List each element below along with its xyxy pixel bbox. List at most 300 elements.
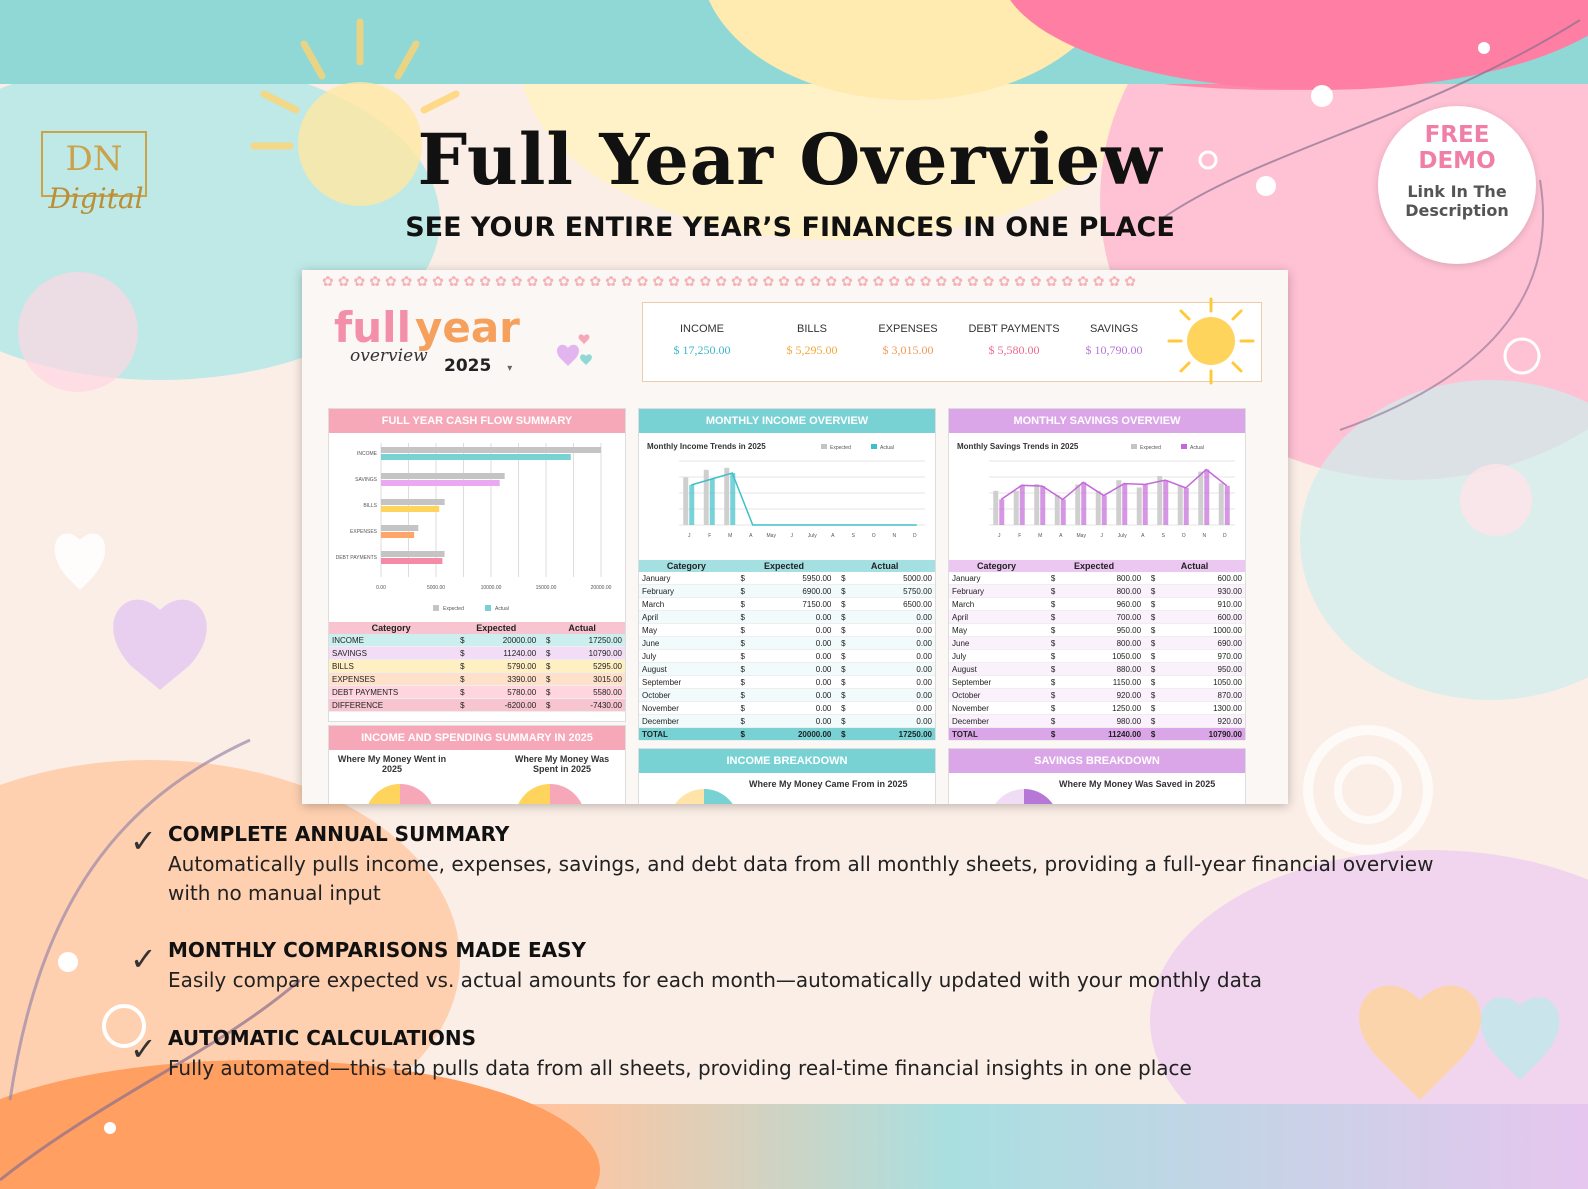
bar-actual	[1122, 484, 1127, 525]
table-cell: $	[1144, 676, 1162, 689]
table-cell: $	[1044, 676, 1062, 689]
check-icon: ✓	[130, 1031, 157, 1067]
bar-expected	[1219, 483, 1224, 525]
bar-actual	[730, 473, 735, 525]
table-cell: 20000.00	[752, 728, 835, 741]
table-cell: January	[639, 572, 734, 585]
table-cell: $	[1144, 663, 1162, 676]
sun-icon	[1163, 293, 1259, 389]
table-cell: August	[949, 663, 1044, 676]
table-cell: 690.00	[1162, 637, 1245, 650]
table-cell: 1250.00	[1062, 702, 1144, 715]
table-cell: $	[453, 673, 471, 686]
table-cell: December	[639, 715, 734, 728]
table-cell: $	[834, 663, 852, 676]
table-cell: July	[639, 650, 734, 663]
kpi-label: SAVINGS	[1089, 323, 1139, 335]
table-cell: $	[1044, 624, 1062, 637]
brand-word-full: full	[334, 303, 411, 352]
table-row	[949, 611, 1245, 624]
table-row	[329, 699, 625, 712]
column-header: Actual	[568, 623, 596, 633]
sheet-brand-title	[334, 303, 520, 352]
table-cell: 0.00	[852, 689, 935, 702]
column-header: Category	[371, 623, 411, 633]
table-cell: 950.00	[1062, 624, 1144, 637]
bar-actual	[381, 454, 571, 460]
table-cell: March	[639, 598, 734, 611]
legend-swatch-actual	[871, 444, 877, 449]
table-cell: $	[734, 663, 752, 676]
table-cell: 930.00	[1162, 585, 1245, 598]
table-row	[949, 676, 1245, 689]
table-row	[329, 647, 625, 660]
bar-actual	[381, 480, 500, 486]
table-cell: DIFFERENCE	[329, 699, 453, 712]
table-cell: 6900.00	[752, 585, 835, 598]
bar-actual	[1081, 482, 1086, 525]
x-tick-label: N	[1202, 533, 1207, 539]
feature-annual-summary	[168, 822, 1468, 908]
table-cell: -6200.00	[471, 699, 539, 712]
kpi-expenses	[853, 323, 963, 358]
x-tick-label: N	[892, 533, 897, 539]
table-cell: 0.00	[752, 689, 835, 702]
y-tick-label: EXPENSES	[350, 529, 377, 535]
table-cell: $	[1144, 689, 1162, 702]
table-cell: 0.00	[852, 624, 935, 637]
savings-pie-chart	[989, 789, 1059, 804]
panel-header: INCOME AND SPENDING SUMMARY IN 2025	[329, 726, 625, 750]
table-cell: 1300.00	[1162, 702, 1245, 715]
table-row	[639, 624, 935, 637]
table-cell: $	[539, 660, 557, 673]
table-cell: 970.00	[1162, 650, 1245, 663]
chevron-down-icon: ▾	[507, 363, 513, 374]
x-tick-label: M	[1038, 533, 1043, 539]
x-tick-label: 10000.00	[480, 585, 502, 591]
legend-swatch-expected	[433, 605, 439, 611]
x-tick-label: A	[1059, 533, 1063, 539]
column-header: Expected	[1074, 561, 1115, 571]
demo-line-free: FREE	[1424, 122, 1490, 148]
table-cell: October	[949, 689, 1044, 702]
feature-text: Easily compare expected vs. actual amounts for each month—automatically updated with your monthly data	[168, 968, 1262, 992]
panel-header: FULL YEAR CASH FLOW SUMMARY	[329, 409, 625, 433]
x-tick-label: J	[688, 533, 691, 539]
table-cell: $	[834, 585, 852, 598]
table-cell: BILLS	[329, 660, 453, 673]
table-row	[949, 689, 1245, 702]
bar-actual	[1225, 486, 1230, 525]
logo-script: Digital	[48, 182, 144, 215]
kpi-label: DEBT PAYMENTS	[968, 323, 1060, 335]
table-cell: 1050.00	[1062, 650, 1144, 663]
table-cell: 0.00	[852, 663, 935, 676]
brand-word-year: year	[414, 303, 520, 352]
table-cell: INCOME	[329, 634, 453, 647]
table-cell: 0.00	[752, 611, 835, 624]
table-cell: DEBT PAYMENTS	[329, 686, 453, 699]
table-cell: $	[453, 647, 471, 660]
legend-expected: Expected	[443, 606, 464, 612]
table-cell: 980.00	[1062, 715, 1144, 728]
table-cell: $	[734, 624, 752, 637]
x-tick-label: A	[749, 533, 753, 539]
table-cell: $	[1044, 702, 1062, 715]
table-cell: -7430.00	[557, 699, 625, 712]
column-header: Expected	[476, 623, 517, 633]
x-tick-label: F	[708, 533, 712, 539]
bar-actual	[1163, 480, 1168, 525]
bar-actual	[1102, 496, 1107, 525]
bar-actual	[1061, 499, 1066, 525]
income-trend-chart	[639, 433, 935, 555]
table-row	[639, 637, 935, 650]
table-cell: $	[1144, 702, 1162, 715]
legend-swatch-expected	[1131, 444, 1137, 449]
table-row	[639, 572, 935, 585]
table-cell: 5580.00	[557, 686, 625, 699]
legend-expected: Expected	[1140, 445, 1161, 451]
table-total-row	[949, 728, 1245, 741]
table-cell: $	[1044, 650, 1062, 663]
table-cell: 6500.00	[852, 598, 935, 611]
cash-flow-table	[329, 622, 625, 712]
bar-expected	[1096, 491, 1101, 525]
table-row	[949, 702, 1245, 715]
feature-text: Automatically pulls income, expenses, savings, and debt data from all monthly sheets, providing a full-year financial overview with no manual input	[168, 852, 1434, 905]
x-tick-label: July	[807, 533, 817, 539]
table-cell: 1000.00	[1162, 624, 1245, 637]
table-row	[639, 650, 935, 663]
table-cell: 0.00	[752, 715, 835, 728]
table-cell: $	[834, 637, 852, 650]
kpi-value: $ 5,580.00	[988, 343, 1040, 357]
bar-expected	[1055, 495, 1060, 525]
table-cell: $	[453, 660, 471, 673]
table-cell: 10790.00	[1162, 728, 1245, 741]
x-tick-label: O	[1181, 533, 1186, 539]
table-cell: May	[949, 624, 1044, 637]
page-subtitle: SEE YOUR ENTIRE YEAR’S FINANCES IN ONE PLACE	[405, 212, 1175, 243]
table-cell: $	[1044, 611, 1062, 624]
bar-actual	[689, 485, 694, 525]
table-row	[949, 663, 1245, 676]
table-cell: SAVINGS	[329, 647, 453, 660]
logo-monogram: DN	[65, 139, 123, 179]
table-cell: 0.00	[752, 676, 835, 689]
table-cell: 0.00	[752, 624, 835, 637]
bar-actual	[1020, 485, 1025, 525]
table-row	[639, 676, 935, 689]
y-tick-label: SAVINGS	[355, 477, 377, 483]
bar-actual	[999, 499, 1004, 525]
table-cell: $	[834, 715, 852, 728]
legend-actual: Actual	[1190, 445, 1204, 451]
y-tick-label: DEBT PAYMENTS	[335, 555, 377, 561]
kpi-savings	[1059, 323, 1169, 358]
panel-header: MONTHLY SAVINGS OVERVIEW	[949, 409, 1245, 433]
x-tick-label: J	[1100, 533, 1103, 539]
table-cell: 1150.00	[1062, 676, 1144, 689]
table-cell: $	[834, 624, 852, 637]
table-cell: $	[1044, 637, 1062, 650]
year-value: 2025	[444, 356, 492, 376]
column-header: Expected	[764, 561, 805, 571]
table-cell: $	[453, 699, 471, 712]
table-cell: $	[1144, 650, 1162, 663]
table-cell: 800.00	[1062, 585, 1144, 598]
table-cell: $	[834, 572, 852, 585]
y-tick-label: BILLS	[363, 503, 377, 509]
table-cell: 950.00	[1162, 663, 1245, 676]
bar-expected	[381, 551, 445, 557]
legend-expected: Expected	[830, 445, 851, 451]
table-cell: 600.00	[1162, 611, 1245, 624]
table-cell: November	[949, 702, 1044, 715]
table-cell: 920.00	[1162, 715, 1245, 728]
table-cell: $	[539, 634, 557, 647]
table-row	[949, 637, 1245, 650]
table-cell: April	[639, 611, 734, 624]
table-cell: $	[1044, 715, 1062, 728]
x-tick-label: S	[851, 533, 855, 539]
table-cell: 17250.00	[557, 634, 625, 647]
table-cell: $	[1044, 585, 1062, 598]
table-cell: 700.00	[1062, 611, 1144, 624]
legend-swatch-actual	[1181, 444, 1187, 449]
legend-swatch-actual	[485, 605, 491, 611]
bar-actual	[1143, 484, 1148, 525]
table-row	[949, 715, 1245, 728]
x-tick-label: May	[1076, 533, 1086, 539]
table-row	[949, 650, 1245, 663]
table-cell: 0.00	[752, 702, 835, 715]
bar-expected	[381, 525, 418, 531]
bar-expected	[724, 468, 729, 525]
kpi-label: EXPENSES	[878, 323, 938, 335]
bar-actual	[381, 506, 439, 512]
table-cell: $	[539, 647, 557, 660]
table-cell: $	[734, 728, 752, 741]
pie-title-right: Where My Money Was Spent in 2025	[514, 754, 610, 774]
table-cell: 800.00	[1062, 572, 1144, 585]
table-cell: $	[453, 686, 471, 699]
table-cell: TOTAL	[949, 728, 1044, 741]
table-cell: 870.00	[1162, 689, 1245, 702]
savings-table	[949, 560, 1245, 741]
demo-line-link: Link In The	[1407, 182, 1507, 201]
table-cell: 7150.00	[752, 598, 835, 611]
bar-expected	[1014, 491, 1019, 525]
table-cell: 800.00	[1062, 637, 1144, 650]
table-cell: $	[734, 598, 752, 611]
table-cell: 880.00	[1062, 663, 1144, 676]
table-cell: 11240.00	[1062, 728, 1144, 741]
table-cell: $	[734, 676, 752, 689]
check-icon: ✓	[130, 941, 157, 977]
table-cell: $	[734, 585, 752, 598]
table-cell: 5750.00	[852, 585, 935, 598]
legend-actual: Actual	[880, 445, 894, 451]
feature-title: MONTHLY COMPARISONS MADE EASY	[168, 938, 586, 962]
table-cell: $	[1144, 728, 1162, 741]
column-header: Actual	[1180, 561, 1209, 571]
breakdown-title: Where My Money Came From in 2025	[749, 779, 908, 789]
brand-subtitle: overview	[350, 346, 428, 366]
table-row	[329, 673, 625, 686]
table-cell: $	[453, 634, 471, 647]
table-cell: 0.00	[752, 650, 835, 663]
x-tick-label: 15000.00	[535, 585, 557, 591]
table-cell: 5950.00	[752, 572, 835, 585]
table-row	[949, 585, 1245, 598]
table-cell: EXPENSES	[329, 673, 453, 686]
monthly-savings-panel	[948, 408, 1246, 740]
x-tick-label: D	[912, 533, 917, 539]
legend-actual: Actual	[495, 606, 509, 612]
table-cell: 1050.00	[1162, 676, 1245, 689]
table-cell: 0.00	[752, 637, 835, 650]
pie-title-left: Where My Money Went in 2025	[337, 754, 447, 774]
table-cell: $	[1144, 715, 1162, 728]
bar-expected	[381, 473, 505, 479]
table-cell: 0.00	[852, 715, 935, 728]
bar-actual	[1184, 488, 1189, 525]
table-cell: 20000.00	[471, 634, 539, 647]
x-tick-label: May	[766, 533, 776, 539]
table-cell: TOTAL	[639, 728, 734, 741]
cash-flow-panel	[328, 408, 626, 722]
kpi-value: $ 17,250.00	[673, 343, 731, 357]
table-cell: December	[949, 715, 1044, 728]
table-cell: September	[949, 676, 1044, 689]
table-cell: 5000.00	[852, 572, 935, 585]
table-cell: $	[1044, 689, 1062, 702]
bar-expected	[993, 491, 998, 525]
kpi-label: INCOME	[680, 323, 724, 335]
x-tick-label: A	[1141, 533, 1145, 539]
legend-swatch-expected	[821, 444, 827, 449]
table-cell: $	[734, 650, 752, 663]
table-row	[329, 686, 625, 699]
table-total-row	[639, 728, 935, 741]
kpi-label: BILLS	[797, 323, 827, 335]
bar-expected	[1075, 484, 1080, 525]
flower-border-decoration: ✿✿✿✿✿✿✿✿✿✿✿✿✿✿✿✿✿✿✿✿✿✿✿✿✿✿✿✿✿✿✿✿✿✿✿✿✿✿✿✿✿✿✿✿✿✿✿✿✿✿✿✿	[322, 273, 1140, 289]
feature-title: COMPLETE ANNUAL SUMMARY	[168, 822, 510, 846]
table-cell: 17250.00	[852, 728, 935, 741]
table-cell: 920.00	[1062, 689, 1144, 702]
table-cell: 5790.00	[471, 660, 539, 673]
table-cell: 0.00	[852, 650, 935, 663]
x-tick-label: July	[1117, 533, 1127, 539]
table-cell: $	[1044, 728, 1062, 741]
x-tick-label: A	[831, 533, 835, 539]
table-cell: $	[734, 572, 752, 585]
table-row	[949, 572, 1245, 585]
table-cell: $	[834, 676, 852, 689]
x-tick-label: O	[871, 533, 876, 539]
bar-expected	[381, 447, 601, 453]
breakdown-title: Where My Money Was Saved in 2025	[1059, 779, 1216, 789]
table-cell: 960.00	[1062, 598, 1144, 611]
table-row	[639, 611, 935, 624]
table-row	[639, 663, 935, 676]
demo-line-description: Description	[1405, 201, 1509, 220]
table-cell: January	[949, 572, 1044, 585]
table-cell: $	[1144, 611, 1162, 624]
year-selector[interactable]	[444, 356, 512, 376]
panel-header: MONTHLY INCOME OVERVIEW	[639, 409, 935, 433]
table-row	[639, 715, 935, 728]
chart-title: Monthly Savings Trends in 2025	[957, 442, 1079, 451]
kpi-debt-payments	[959, 323, 1069, 358]
table-row	[639, 598, 935, 611]
check-icon: ✓	[130, 823, 157, 859]
feature-automatic-calculations	[168, 1026, 1468, 1083]
brand-logo	[34, 128, 158, 220]
table-cell: $	[1144, 598, 1162, 611]
table-cell: $	[834, 728, 852, 741]
table-cell: 0.00	[852, 702, 935, 715]
cash-flow-bar-chart	[329, 433, 625, 617]
page-title: Full Year Overview	[417, 118, 1163, 201]
kpi-value: $ 10,790.00	[1085, 343, 1143, 357]
bar-actual	[710, 479, 715, 525]
bar-expected	[1178, 486, 1183, 525]
table-cell: 0.00	[752, 663, 835, 676]
free-demo-badge[interactable]	[1378, 106, 1536, 264]
savings-trend-chart	[949, 433, 1245, 555]
table-cell: $	[734, 637, 752, 650]
bar-expected	[1198, 472, 1203, 525]
table-cell: $	[734, 611, 752, 624]
savings-breakdown-panel	[948, 748, 1246, 804]
table-cell: $	[1144, 585, 1162, 598]
table-cell: $	[539, 686, 557, 699]
table-cell: June	[949, 637, 1044, 650]
table-row	[639, 702, 935, 715]
table-cell: 5780.00	[471, 686, 539, 699]
table-row	[639, 585, 935, 598]
table-row	[329, 660, 625, 673]
table-cell: October	[639, 689, 734, 702]
column-header: Actual	[870, 561, 899, 571]
table-cell: $	[734, 715, 752, 728]
column-header: Category	[666, 561, 706, 571]
table-cell: $	[834, 598, 852, 611]
kpi-value: $ 3,015.00	[882, 343, 934, 357]
table-cell: 3390.00	[471, 673, 539, 686]
table-cell: 11240.00	[471, 647, 539, 660]
table-cell: $	[1144, 572, 1162, 585]
table-cell: $	[834, 650, 852, 663]
kpi-summary-bar	[642, 302, 1262, 382]
bar-expected	[1157, 476, 1162, 525]
x-tick-label: J	[790, 533, 793, 539]
x-tick-label: 0.00	[376, 585, 386, 591]
table-row	[639, 689, 935, 702]
x-tick-label: D	[1222, 533, 1227, 539]
table-cell: 600.00	[1162, 572, 1245, 585]
bar-actual	[1204, 470, 1209, 525]
bar-actual	[381, 532, 414, 538]
table-cell: February	[949, 585, 1044, 598]
spreadsheet-preview	[302, 270, 1288, 804]
table-cell: $	[1044, 598, 1062, 611]
